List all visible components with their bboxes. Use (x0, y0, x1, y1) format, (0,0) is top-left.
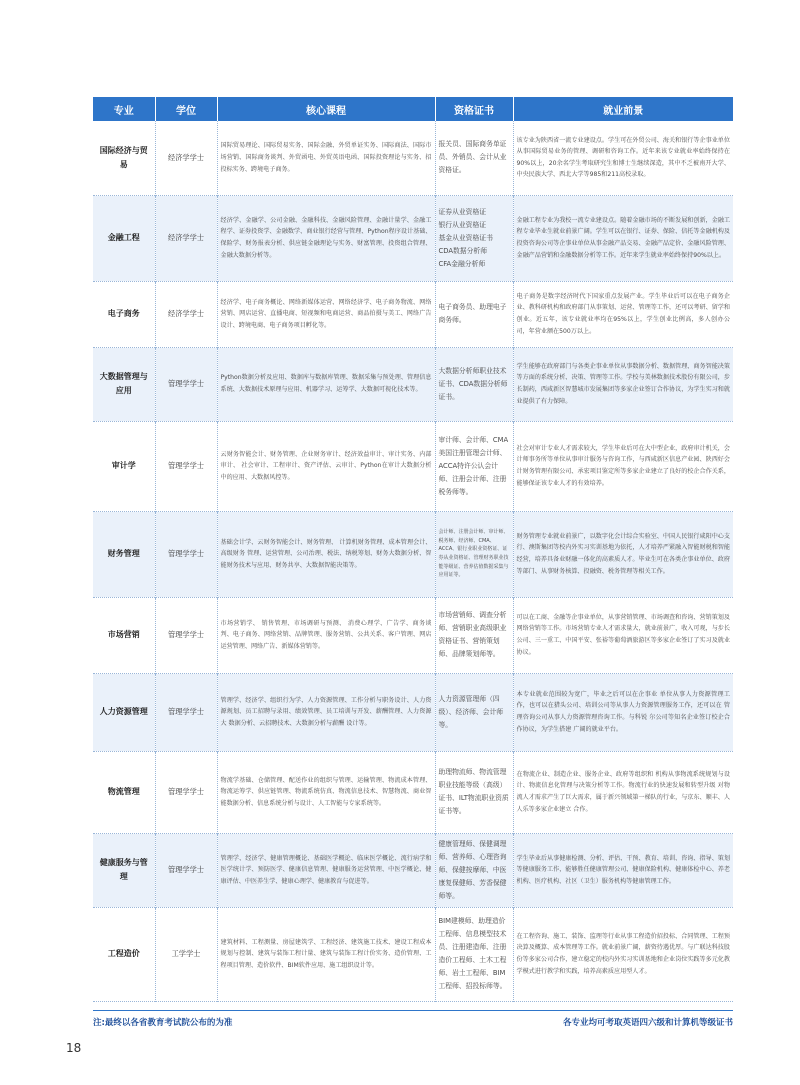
major-name: 市场营销 (93, 597, 155, 673)
employment-prospects: 财务管理专业就业前景广，以数字化会计综合实验室、中国人民银行咸阳中心支行、澳斯集团等校内外实习实训基地为依托，人才培养严紧融入智能财税和智能经营，培养具备业财融一体化的高素质人才。毕业生可在各类企事业单位、政府等部门、从事财务核算、投融资、税务管理等相关工作。 (513, 511, 733, 597)
degree: 管理学学士 (155, 421, 217, 511)
degree: 管理学学士 (155, 673, 217, 751)
major-name: 国际经济与贸易 (93, 121, 155, 195)
core-courses: 国际贸易理论、国际贸易实务、国际金融、外贸单证实务、国际商法、国际市场营销、国际商务谈判、外贸函电、外贸英语电函、国际投资理论与实务、招投标实务、跨境电子商务。 (217, 121, 435, 195)
employment-prospects: 在工程咨询、施工、装饰、监理等行业从事工程造价招投标、合同管理、工程预决算及概算、成本管理等工作。就业前景广阔，薪资待遇优厚。与广联达科技股份等多家公司合作，建立稳定的校内外实习实训基地和企业岗位实践等多元化教学模式进行教学和实践，培养高素质应用型人才。 (516, 932, 730, 975)
footnote-certificates: 各专业均可考取英语四六级和计算机等级证书 (562, 1018, 733, 1028)
employment-prospects: 电子商务是数字经济时代下国家重点发展产业。学生毕业后可以在电子商务企业、教科研机构和政府部门从事策划、运营、管理等工作，还可以考研、留学和创业。近五年，该专业就业率均在95%以上，学生创业比例高，多人创办公司，年营业额在500万以上。 (516, 292, 730, 335)
major-name: 人力资源管理 (93, 673, 155, 751)
degree: 经济学学士 (155, 281, 217, 347)
core-courses: Python数据分析及应用、数据库与数据库管理、数据采集与预处理、管理信息系统、大数据技术原理与应用、机器学习、运筹学、大数据可视化技术等。 (217, 347, 435, 421)
employment-prospects: 在物流企业、制造企业、服务企业、政府等组织和 机构从事物流系统规划与设计、物流信息化管理与决策分析等工作。物流行业的快速发展和转型升级 对物流人才需求产生了巨大需求，属于新兴领域第一梯队的行业，与京东、顺丰、人人乐等多家企业建立 合作。 (516, 770, 730, 813)
major-name: 大数据管理与应用 (93, 347, 155, 421)
certificates: 市场营销师、调查分析师、营销职业高级职业资格证书、营销策划师、品牌策划师等。 (435, 597, 513, 673)
core-courses: 基础会计学、云财务智能会计、财务管理、 计算机财务管理、成本管理会计、高级财务 管理、运营管理、公司治理、税法、纳税筹划、财务大数据分析、智能财务技术与应用、财务共享、大数据智能决策等。 (217, 511, 435, 597)
majors-table (93, 97, 733, 1002)
core-courses: 物流学基础、仓储管理、配送作业的组织与管理、运输管理、物流成本管理、物流运筹学、供应链管理、物流系统仿真、物流信息技术、智慧物流、商业智能数据分析、信息系统分析与设计、人工智能与专家系统等。 (217, 751, 435, 833)
major-name: 工程造价 (93, 907, 155, 1001)
table-row (93, 597, 733, 673)
core-courses: 经济学、金融学、公司金融、金融科技、金融风险管理、金融计量学、金融工程学、证券投资学、金融数学、商业银行经营与管理、Python程序设计基础、保险学、财务报表分析、供应链金融理论与实务、财富管理、投资组合管理、金融大数据分析等。 (217, 195, 435, 281)
table-row (93, 421, 733, 511)
degree: 工学学士 (155, 907, 217, 1001)
table-row (93, 833, 733, 907)
table-row (93, 907, 733, 1001)
degree: 管理学学士 (155, 833, 217, 907)
major-name: 物流管理 (93, 751, 155, 833)
header-degree: 学位 (155, 97, 217, 121)
footnote-disclaimer: 注:最终以各省教育考试院公布的为准 (93, 1018, 233, 1028)
degree: 经济学学士 (155, 121, 217, 195)
major-name: 审计学 (93, 421, 155, 511)
core-courses: 经济学、电子商务概论、网络新媒体运营、网络经济学、电子商务物流、网络营销、网店运营、直播电商、短视频和电商运营、商品拍摄与美工、网络广告设计、跨境电商、电子商务项目孵化等。 (217, 281, 435, 347)
major-name: 金融工程 (93, 195, 155, 281)
certificates: 会计师、注册会计师、审计师、税务师、经济师、CMA、ACCA、银行业职业资格证、证券从业资格证、管理财务职业技能等级证、营养估值数据采集与应用证等。 (435, 511, 513, 597)
degree: 经济学学士 (155, 195, 217, 281)
table-row (93, 511, 733, 597)
core-courses: 管理学、经济学、组织行为学、人力资源管理、工作分析与职务设计、人力资源规划、员工招聘与录用、绩效管理、员工培训与开发、薪酬管理、人力资源大 数据分析、云招聘技术、大数据分析与薪酬 设计等。 (217, 673, 435, 751)
employment-prospects: 社会对审计专业人才需求较大，学生毕业后可在大中型企业，政府审计机关，会计师事务所等单位从事审计服务与咨询工作，与西咸新区信息产业园、陕西好会计财务管理有限公司、承宏项目鉴定所等多家企业建立了良好的校企合作关系，能够保证该专业人才的有效培养。 (516, 444, 730, 487)
certificates: 证券从业资格证 银行从业资格证 基金从业资格证书 CDA数据分析师 CFA金融分析师 (435, 195, 513, 281)
core-courses: 建筑材料、工程测量、房屋建筑学、工程经济、建筑施工技术、建设工程成本规划与控制、建筑与装饰工程计量、建筑与装饰工程计价实务、造价管理、工程项目管理、造价软件、BIM软件应用、施工组织设计等。 (217, 907, 435, 1001)
certificates: 电子商务员、助理电子商务师。 (435, 281, 513, 347)
employment-prospects: 本专业就业范围较为宽广，毕业之后可以在企事业 单位从事人力资源管理工作，也可以在猎头公司、培训公司等从事人力资源管理服务工作，还可以在 管理咨询公司从事人力资源管理咨询工作。与科锐 尔公司等知名企业签订校企合作协议，为学生搭建 广阔的就业平台。 (513, 673, 733, 751)
table-row (93, 751, 733, 833)
employment-prospects: 学生毕业后从事健康检测、分析、评估、干预、教育、培训、咨询、指导、策划等健康服务工作，能够胜任健康管理公司、健康保险机构、健康体检中心、养老机构、医疗机构、社区（卫生）服务机构等健康管理工作。 (513, 833, 733, 907)
core-courses: 管理学、经济学、健康管理概论、基础医学概论、临床医学概论、流行病学和医学统计学、预防医学、健康信息管理、健康服务运营管理、中医学概论、健康评估、中医养生学、健康心理学、健康教育与促进等。 (217, 833, 435, 907)
certificates: 助理物流师、物流管理职业技能等级（高级）证书、ILT物流职业资质证书等。 (435, 751, 513, 833)
certificates: 大数据分析师职业技术证书、CDA数据分析师证书。 (435, 347, 513, 421)
core-courses: 云财务智能会计、财务管理、企业财务审计、经济效益审计、审计实务、内部审计、 社会审计、工程审计、资产评估、云审计、Python在审计大数据分析中的应用、大数据风控等。 (217, 421, 435, 511)
core-courses: 市场营销学、 销售管理、市场调研与预测、 消费心理学、广告学、商务谈判、电子商务、网络营销、品牌管理、服务营销、公共关系、客户管理、网店运营管理、网络广告、新媒体营销等。 (217, 597, 435, 673)
certificates: BIM建模师、助理造价工程师、信息模型技术员、注册建造师、注册造价工程师、土木工程师、岩土工程师、BIM工程师、招投标师等。 (435, 907, 513, 1001)
table-row (93, 281, 733, 347)
degree: 管理学学士 (155, 597, 217, 673)
major-name: 电子商务 (93, 281, 155, 347)
employment-prospects: 可以在工商、金融等企事业单位，从事营销管理、市场调查和咨询、营销策划及网络营销等工作。市场营销专业人才需求量大，就业前景广，收入可观，与步长公司、三一重工、中国平安、张裕等葡萄酒旅游区等多家企业签订了实习及就业协议。 (516, 613, 730, 656)
table-row (93, 121, 733, 195)
table-header-row (93, 97, 733, 121)
table-row (93, 673, 733, 751)
degree: 管理学学士 (155, 347, 217, 421)
majors-table-container (93, 97, 733, 1002)
table-row (93, 347, 733, 421)
employment-prospects: 金融工程专业为我校一流专业建设点。随着金融市场的不断发展和创新，金融工程专业毕业生就业前景广阔。学生可以在银行、证券、保险、信托等金融机构及投资咨询公司等企事业单位从事金融产品交易、金融产品定价、金融风险管理、金融产品营销和金融数据分析等工作。近年来学生就业率始终保持90%以上。 (513, 195, 733, 281)
header-major: 专业 (93, 97, 155, 121)
footer-divider (93, 1010, 733, 1011)
employment-prospects: 学生能够在政府部门与各类企事业单位从事数据分析、数据管理、商务智能决策等方面的系统分析、决策、管理等工作。学校与美林数据技术股份有限公司，步长制药，西咸新区智慧城市发展集团等多家企业签订合作协议，为学生实习和就业提供了有力保障。 (513, 347, 733, 421)
major-name: 健康服务与管理 (93, 833, 155, 907)
employment-prospects: 该专业为陕西省一流专业建设点。学生可在外贸公司、海关和银行等企事业单位从事国际贸易业务的管理、调研和咨询工作。近年来该专业就业率始终保持在90%以上，20余名学生考取研究生和博士生继续深造，其中不乏被南开大学、中央民族大学、西北大学等985和211高校录取。 (516, 136, 730, 179)
header-courses: 核心课程 (217, 97, 435, 121)
page-number: 18 (66, 1041, 82, 1055)
certificates: 人力资源管理师（四级）、经济师、会计师等。 (435, 673, 513, 751)
degree: 管理学学士 (155, 751, 217, 833)
certificates: 健康管理师、保健调理师、营养师、心理咨询师、保健按摩师、中医康复保健师、芳香保健师等。 (435, 833, 513, 907)
certificates: 审计师、会计师、CMA美国注册管理会计师、ACCA特许公认会计师、注册会计师、注册税务师等。 (435, 421, 513, 511)
major-name: 财务管理 (93, 511, 155, 597)
degree: 管理学学士 (155, 511, 217, 597)
header-jobs: 就业前景 (513, 97, 733, 121)
certificates: 报关员、国际商务单证员、外销员、会计从业资格证。 (435, 121, 513, 195)
header-certs: 资格证书 (435, 97, 513, 121)
table-row (93, 195, 733, 281)
